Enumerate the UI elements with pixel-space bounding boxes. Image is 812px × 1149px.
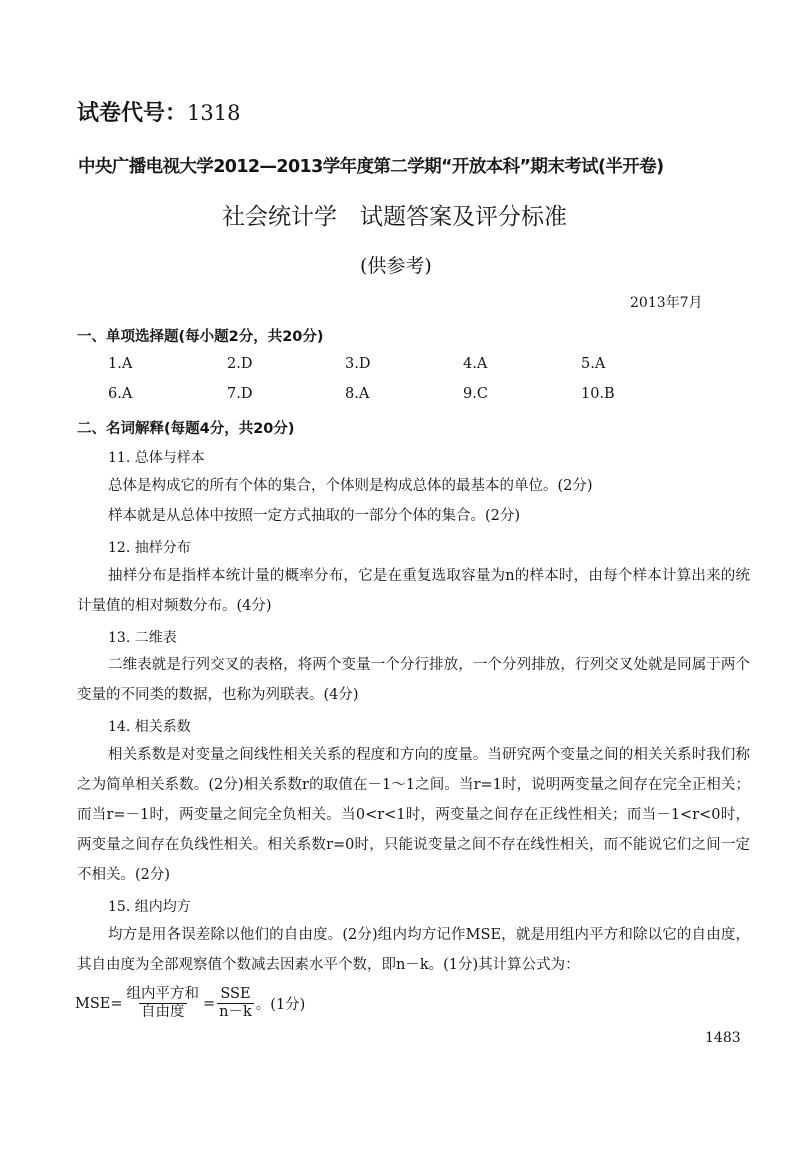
q15-title: 15. 组内均方 [108, 899, 191, 915]
formula-lhs: MSE= [75, 995, 123, 1012]
fraction-2-denominator: n－k [219, 1004, 252, 1020]
q11-paragraph-2: 样本就是从总体中按照一定方式抽取的一部分个体的集合。(2分) [108, 508, 521, 524]
answer-9: 9.C [463, 386, 488, 402]
exam-code [77, 96, 240, 127]
exam-code-label: 试卷代号： [77, 101, 188, 126]
fraction-1-denominator: 自由度 [141, 1004, 185, 1020]
answer-6: 6.A [108, 386, 133, 402]
answer-7: 7.D [227, 386, 253, 402]
exam-date: 2013年7月 [630, 295, 703, 311]
answer-10: 10.B [581, 386, 615, 402]
answer-8: 8.A [345, 386, 370, 402]
page-number: 1483 [705, 1030, 741, 1046]
subject-title: 社会统计学 试题答案及评分标准 [222, 204, 567, 230]
exam-code-number: 1318 [187, 101, 241, 125]
formula-equals: = [203, 995, 216, 1012]
formula-tail: 。(1分) [255, 997, 306, 1013]
exam-title: 中央广播电视大学2012—2013学年度第二学期“开放本科”期末考试(半开卷) [78, 157, 664, 177]
answer-5: 5.A [581, 356, 606, 372]
answer-2: 2.D [227, 356, 253, 372]
q14-title: 14. 相关系数 [108, 719, 191, 735]
q15-paragraph: 均方是用各误差除以他们的自由度。(2分)组内均方记作MSE，就是用组内平方和除以它的自由度，其自由度为全部观察值个数减去因素水平个数，即n－k。(1分)其计算公式为： [77, 927, 750, 973]
section2-heading: 二、名词解释(每题4分，共20分) [77, 421, 295, 437]
q14-paragraph: 相关系数是对变量之间线性相关关系的程度和方向的度量。当研究两个变量之间的相关关系时我们称之为简单相关系数。(2分)相关系数r的取值在－1～1之间。当r=1时，说明两变量之间存在完全正相关；而当r=－1时，两变量之间完全负相关。当0<r<1时，两变量之间存在正线性相关；而当－1<r<0时，两变量之间存在负线性相关。相关系数r=0时，只能说变量之间不存在线性相关，而不能说它们之间一定不相关。(2分) [77, 747, 750, 883]
fraction-2 [217, 986, 254, 1021]
answer-3: 3.D [345, 356, 371, 372]
answer-1: 1.A [108, 356, 133, 372]
fraction-2-numerator: SSE [220, 986, 251, 1002]
section1-heading: 一、单项选择题(每小题2分，共20分) [77, 329, 324, 345]
q13-paragraph: 二维表就是行列交叉的表格，将两个变量一个分行排放，一个分列排放，行列交叉处就是同属于两个变量的不同类的数据，也称为列联表。(4分) [77, 657, 750, 703]
q12-title: 12. 抽样分布 [108, 540, 191, 556]
q12-paragraph: 抽样分布是指样本统计量的概率分布，它是在重复选取容量为n的样本时，由每个样本计算出来的统计量值的相对频数分布。(4分) [77, 568, 750, 614]
q11-paragraph-1: 总体是构成它的所有个体的集合，个体则是构成总体的最基本的单位。(2分) [108, 478, 593, 494]
q11-title: 11. 总体与样本 [108, 450, 205, 466]
reference-note: (供参考) [360, 255, 432, 277]
q13-title: 13. 二维表 [108, 630, 177, 646]
fraction-1-numerator: 组内平方和 [126, 986, 200, 1002]
fraction-1 [125, 986, 202, 1021]
mse-formula [75, 986, 305, 1021]
answer-4: 4.A [463, 356, 488, 372]
